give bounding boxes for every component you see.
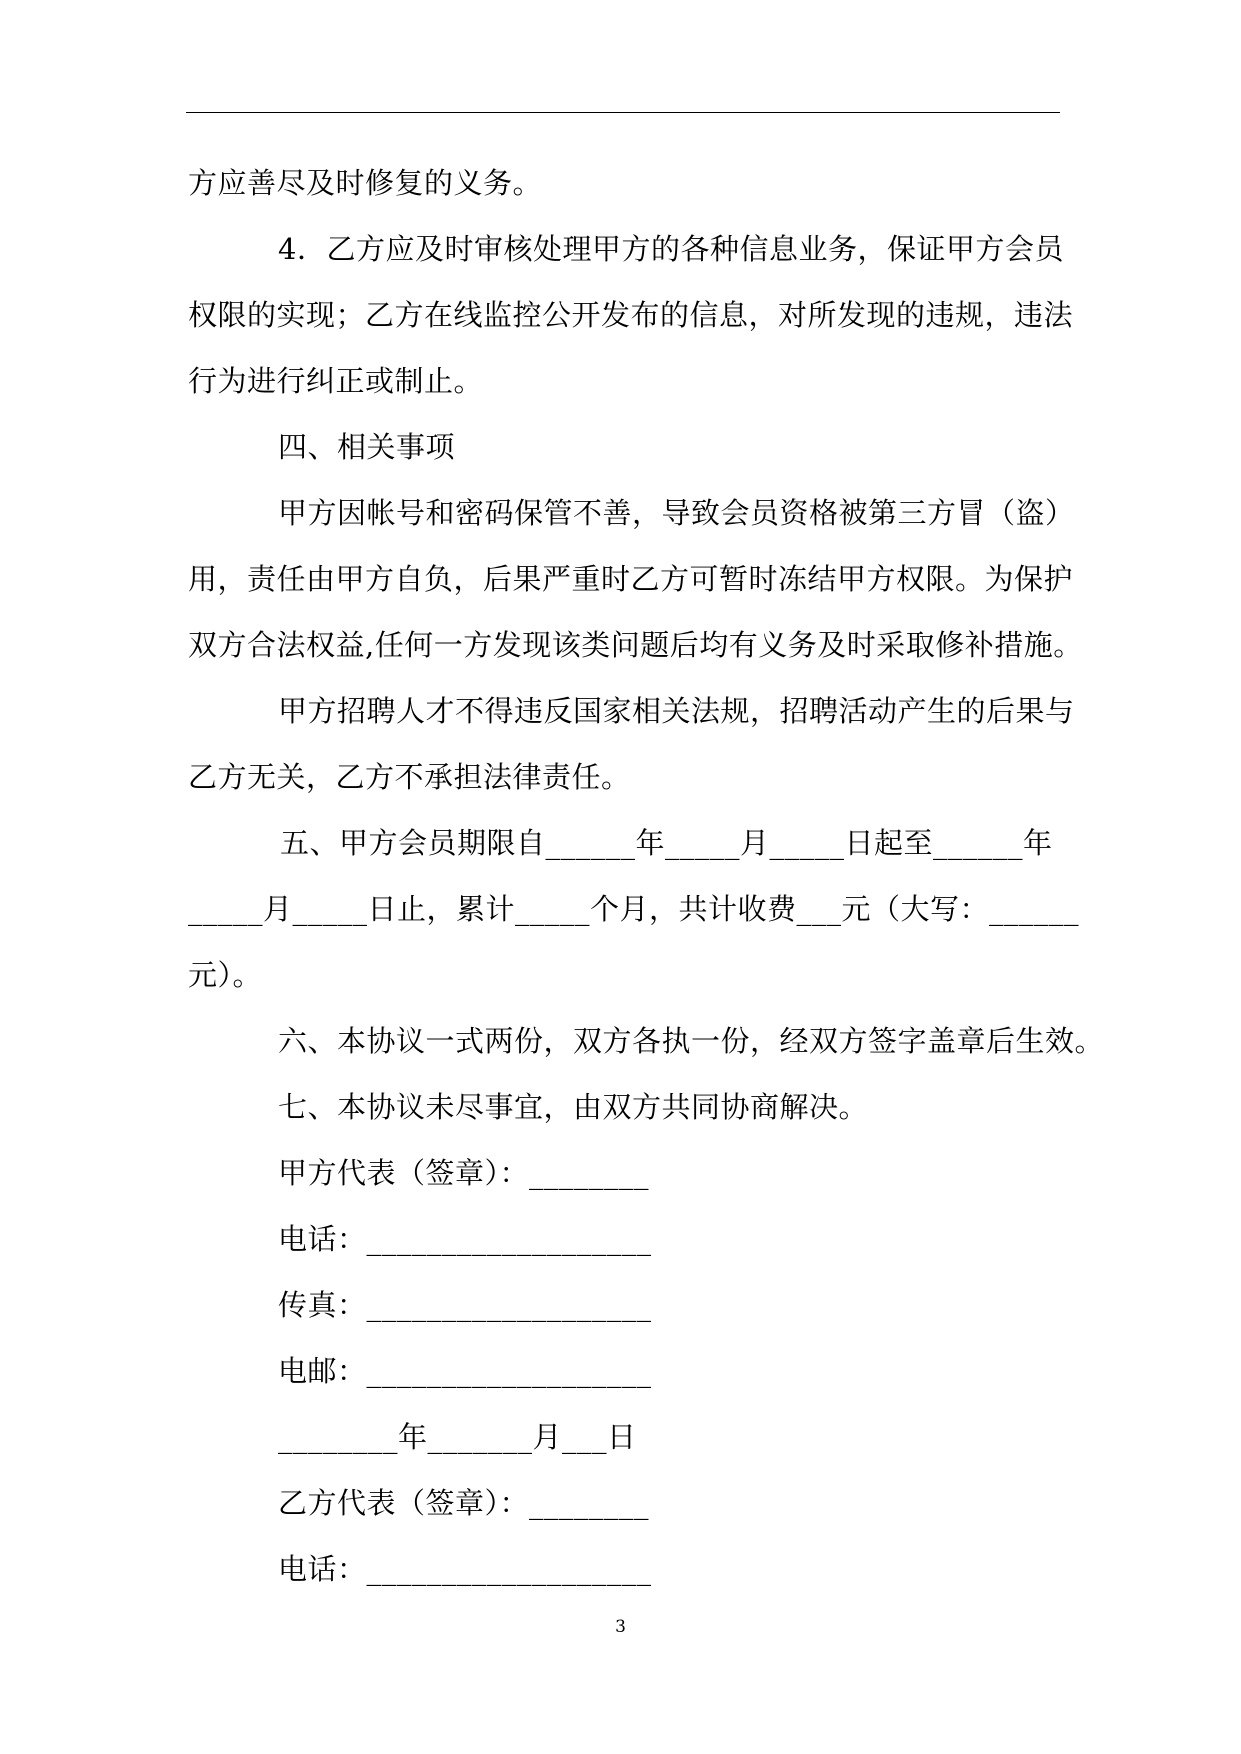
text-line: 五、甲方会员期限自______年_____月_____日起至______年 bbox=[280, 826, 1053, 860]
text-line: _____月_____日止，累计_____个月，共计收费___元（大写：______ bbox=[188, 892, 1080, 926]
email-line-party-a: 电邮：___________________ bbox=[278, 1354, 652, 1388]
section-heading: 四、相关事项 bbox=[278, 430, 456, 464]
signature-line-party-b: 乙方代表（签章）：________ bbox=[278, 1486, 650, 1520]
text-line: 七、本协议未尽事宜，由双方共同协商解决。 bbox=[278, 1090, 869, 1124]
text-line: 双方合法权益,任何一方发现该类问题后均有义务及时采取修补措施。 bbox=[188, 628, 1083, 662]
text-line: 用，责任由甲方自负，后果严重时乙方可暂时冻结甲方权限。为保护 bbox=[188, 562, 1074, 596]
text-line: 甲方招聘人才不得违反国家相关法规，招聘活动产生的后果与 bbox=[278, 694, 1075, 728]
text-line: 行为进行纠正或制止。 bbox=[188, 364, 484, 398]
fax-line-party-a: 传真：___________________ bbox=[278, 1288, 652, 1322]
phone-line-party-b: 电话：___________________ bbox=[278, 1552, 652, 1586]
text-line: 六、本协议一式两份，双方各执一份，经双方签字盖章后生效。 bbox=[278, 1024, 1105, 1058]
page-number: 3 bbox=[615, 1617, 626, 1637]
phone-line-party-a: 电话：___________________ bbox=[278, 1222, 652, 1256]
text-line: 元）。 bbox=[188, 958, 263, 992]
text-line: 乙方无关，乙方不承担法律责任。 bbox=[188, 760, 631, 794]
text-line: 权限的实现；乙方在线监控公开发布的信息，对所发现的违规，违法 bbox=[188, 298, 1074, 332]
date-line-party-a: ________年_______月___日 bbox=[278, 1420, 637, 1454]
text-line: 4．乙方应及时审核处理甲方的各种信息业务，保证甲方会员 bbox=[278, 232, 1064, 266]
text-line: 甲方因帐号和密码保管不善，导致会员资格被第三方冒（盗） bbox=[278, 496, 1075, 530]
signature-line-party-a: 甲方代表（签章）：________ bbox=[278, 1156, 650, 1190]
text-line: 方应善尽及时修复的义务。 bbox=[188, 166, 543, 200]
